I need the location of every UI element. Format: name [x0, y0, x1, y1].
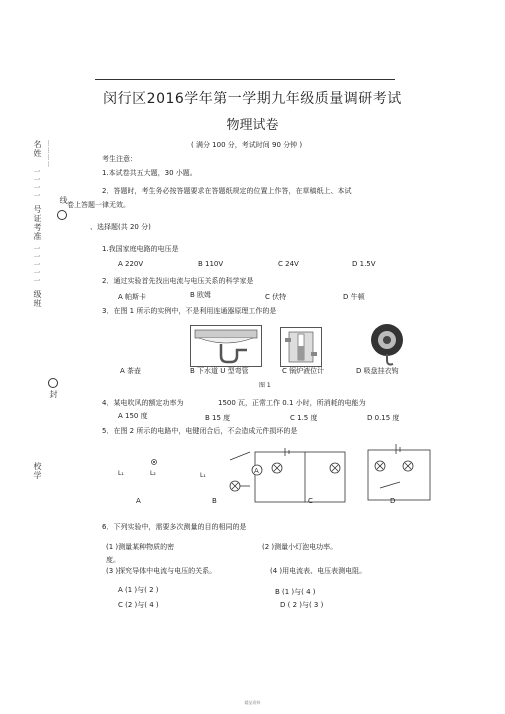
footer-watermark: 精品资料: [244, 700, 261, 705]
q2-option-a: A 帕斯卡: [118, 293, 147, 301]
exam-info: ( 满分 100 分，考试时间 90 分钟 ): [191, 141, 303, 149]
q2-option-b: B 欧姆: [190, 291, 212, 299]
margin-name-label: 名姓: [33, 140, 42, 158]
margin-id-label: 号证考准: [33, 205, 42, 241]
q4-option-d: D 0.15 度: [367, 414, 400, 422]
q2-stem: 2．通过实验首先找出电流与电压关系的科学家是: [102, 277, 254, 285]
top-rule: [95, 79, 395, 80]
notes-heading: 考生注意：: [102, 155, 137, 163]
q3-option-b: B 下水道 U 型弯管: [190, 367, 249, 375]
q1-option-d: D 1.5V: [352, 260, 376, 268]
q6-answer-b: B (1 )与( 4 ): [275, 588, 316, 596]
margin-seal-char: 封: [49, 390, 58, 399]
q6-answer-c: C (2 )与( 4 ): [118, 601, 159, 609]
q3-option-d: D 吸盘挂衣钩: [356, 367, 399, 375]
q3-option-c: C 锅炉液位计: [282, 367, 325, 375]
margin-dots: …………: [46, 140, 53, 168]
circuit-a-l1: L₁: [118, 470, 124, 477]
notes-item-2b: 卷上答题一律无效。: [67, 201, 130, 209]
q6-answer-d: D ( 2 )与( 3 ): [280, 601, 324, 609]
q6-option-1b: 度。: [106, 556, 120, 564]
q2-option-d: D 牛顿: [343, 293, 365, 301]
circuit-label-a: A: [136, 497, 141, 505]
circuit-label-b: B: [212, 497, 217, 505]
margin-line-char: 线: [59, 196, 68, 205]
figure-suction-hook: [365, 320, 411, 368]
paper-subtitle: 物理试卷: [226, 118, 279, 133]
circuit-label-d: D: [390, 497, 396, 505]
circuit-a: [152, 460, 157, 465]
figure-1-caption: 图 1: [259, 382, 271, 389]
q6-option-4: (4 )用电流表、电压表测电阻。: [270, 567, 367, 575]
circuit-b-l1: L₁: [200, 472, 206, 479]
q6-option-2: (2 )测量小灯泡电功率。: [262, 543, 338, 551]
q3-stem: 3．在图 1 所示的实例中，不是利用连通器原理工作的是: [102, 307, 277, 315]
q6-option-1: (1 )测量某种物质的密: [106, 543, 175, 551]
binding-hole-2: [48, 378, 58, 388]
q4-option-a: A 150 度: [118, 412, 148, 420]
q3-option-a: A 茶壶: [120, 367, 142, 375]
notes-item-1: 1.本试卷共五大题，30 小题。: [102, 169, 197, 177]
margin-dashes-1: 一一一一: [33, 168, 41, 200]
circuit-a-l2: L₂: [150, 470, 156, 477]
notes-item-2: 2．答题时，考生务必按答题要求在答题纸规定的位置上作答，在草稿纸上、本试: [102, 187, 352, 195]
svg-text:A: A: [254, 467, 259, 475]
q5-stem: 5．在图 2 所示的电路中，电键闭合后，不会造成元件损坏的是: [102, 427, 298, 435]
q4-option-b: B 15 度: [205, 414, 231, 422]
circuit-d: [368, 444, 430, 500]
q1-option-a: A 220V: [118, 260, 144, 268]
q4-stem-2: 1500 瓦，正常工作 0.1 小时，所消耗的电能为: [218, 399, 366, 407]
q4-stem: 4．某电吹风的额定功率为: [102, 399, 184, 407]
margin-school-label: 校学: [33, 462, 42, 480]
q4-option-c: C 1.5 度: [290, 414, 318, 422]
figure-sink-u-trap: [190, 325, 262, 367]
binding-hole-1: [57, 210, 67, 220]
q6-stem: 6．下列实验中，需要多次测量的目的相同的是: [102, 523, 247, 531]
margin-dashes-2: 一一一一一: [33, 245, 41, 285]
exam-title: 闵行区2016学年第一学期九年级质量调研考试: [103, 91, 402, 107]
circuit-c: [252, 448, 345, 502]
q1-option-b: B 110V: [198, 260, 224, 268]
q6-option-3: (3 )探究导体中电流与电压的关系。: [106, 567, 217, 575]
q1-option-c: C 24V: [278, 260, 299, 268]
section1-heading: 、选择题(共 20 分): [90, 223, 151, 231]
figure-boiler-gauge: [280, 327, 322, 367]
margin-class-label: 级班: [33, 290, 42, 308]
q1-stem: 1.我国家庭电路的电压是: [102, 245, 179, 253]
q2-option-c: C 伏特: [265, 293, 287, 301]
circuit-b: [230, 452, 250, 491]
q6-answer-a: A (1 )与( 2 ): [118, 586, 159, 594]
circuit-label-c: C: [308, 497, 313, 505]
